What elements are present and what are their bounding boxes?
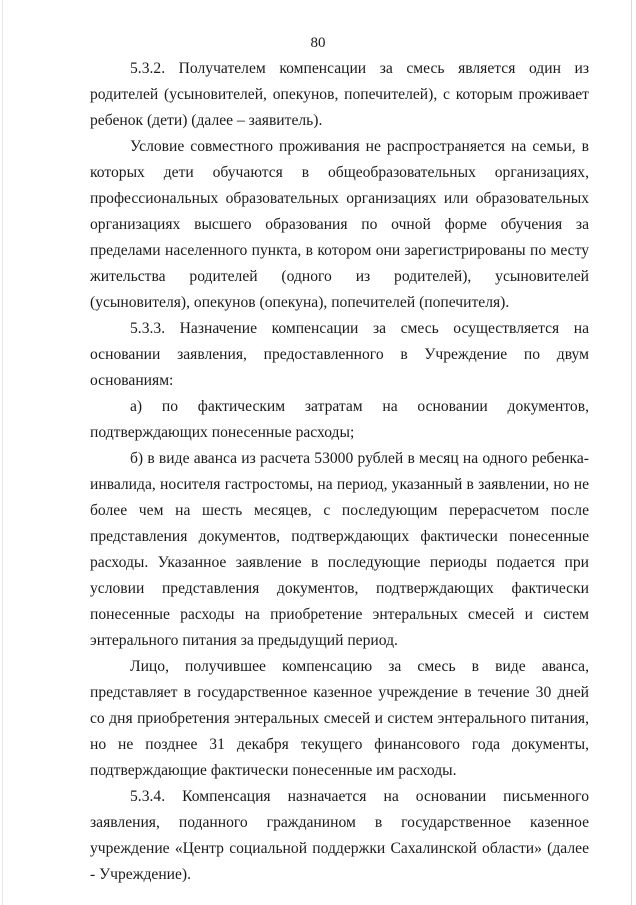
document-body [90,56,589,888]
paragraph-5-3-3: 5.3.3. Назначение компенсации за смесь осуществляется на основании заявления, предоставленного в Учреждение по двум основаниям: [90,320,589,389]
page-number: 80 [310,35,326,51]
paragraph-cohabitation-condition: Условие совместного проживания не распространяется на семьи, в которых дети обучаются в общеобразовательных организациях, профессиональных образовательных организациях или образовательных организациях высшего образования по очной форме обучения за пределами населенного пункта, в котором они зарегистрированы по месту жительства родителей (одного из родителей), усыновителей (усыновителя), опекунов (опекуна), попечителей (попечителя). [90,138,589,311]
paragraph-5-3-4: 5.3.4. Компенсация назначается на основании письменного заявления, поданного гражданином в государственное казенное учреждение «Центр социальной поддержки Сахалинской области» (далее - Учреждение). [90,788,589,883]
paragraph-5-3-2: 5.3.2. Получателем компенсации за смесь является один из родителей (усыновителей, опекунов, попечителей), с которым проживает ребенок (дети) (далее – заявитель). [90,60,589,129]
paragraph-item-a: а) по фактическим затратам на основании документов, подтверждающих понесенные расходы; [90,398,589,441]
left-scan-edge [2,0,3,905]
right-scan-edge [631,0,632,905]
paragraph-item-b: б) в виде аванса из расчета 53000 рублей в месяц на одного ребенка-инвалида, носителя гастростомы, на период, указанный в заявлении, но не более чем на шесть месяцев, с последующим перерасчетом после представления документов, подтверждающих фактически понесенные расходы. Указанное заявление в последующие периоды подается при условии представления документов, подтверждающих фактически понесенные расходы на приобретение энтеральных смесей и систем энтерального питания за предыдущий период. [90,450,589,649]
paragraph-advance-recipient: Лицо, получившее компенсацию за смесь в виде аванса, представляет в государственное казенное учреждение в течение 30 дней со дня приобретения энтеральных смесей и систем энтерального питания, но не позднее 31 декабря текущего финансового года документы, подтверждающие фактически понесенные им расходы. [90,658,589,779]
